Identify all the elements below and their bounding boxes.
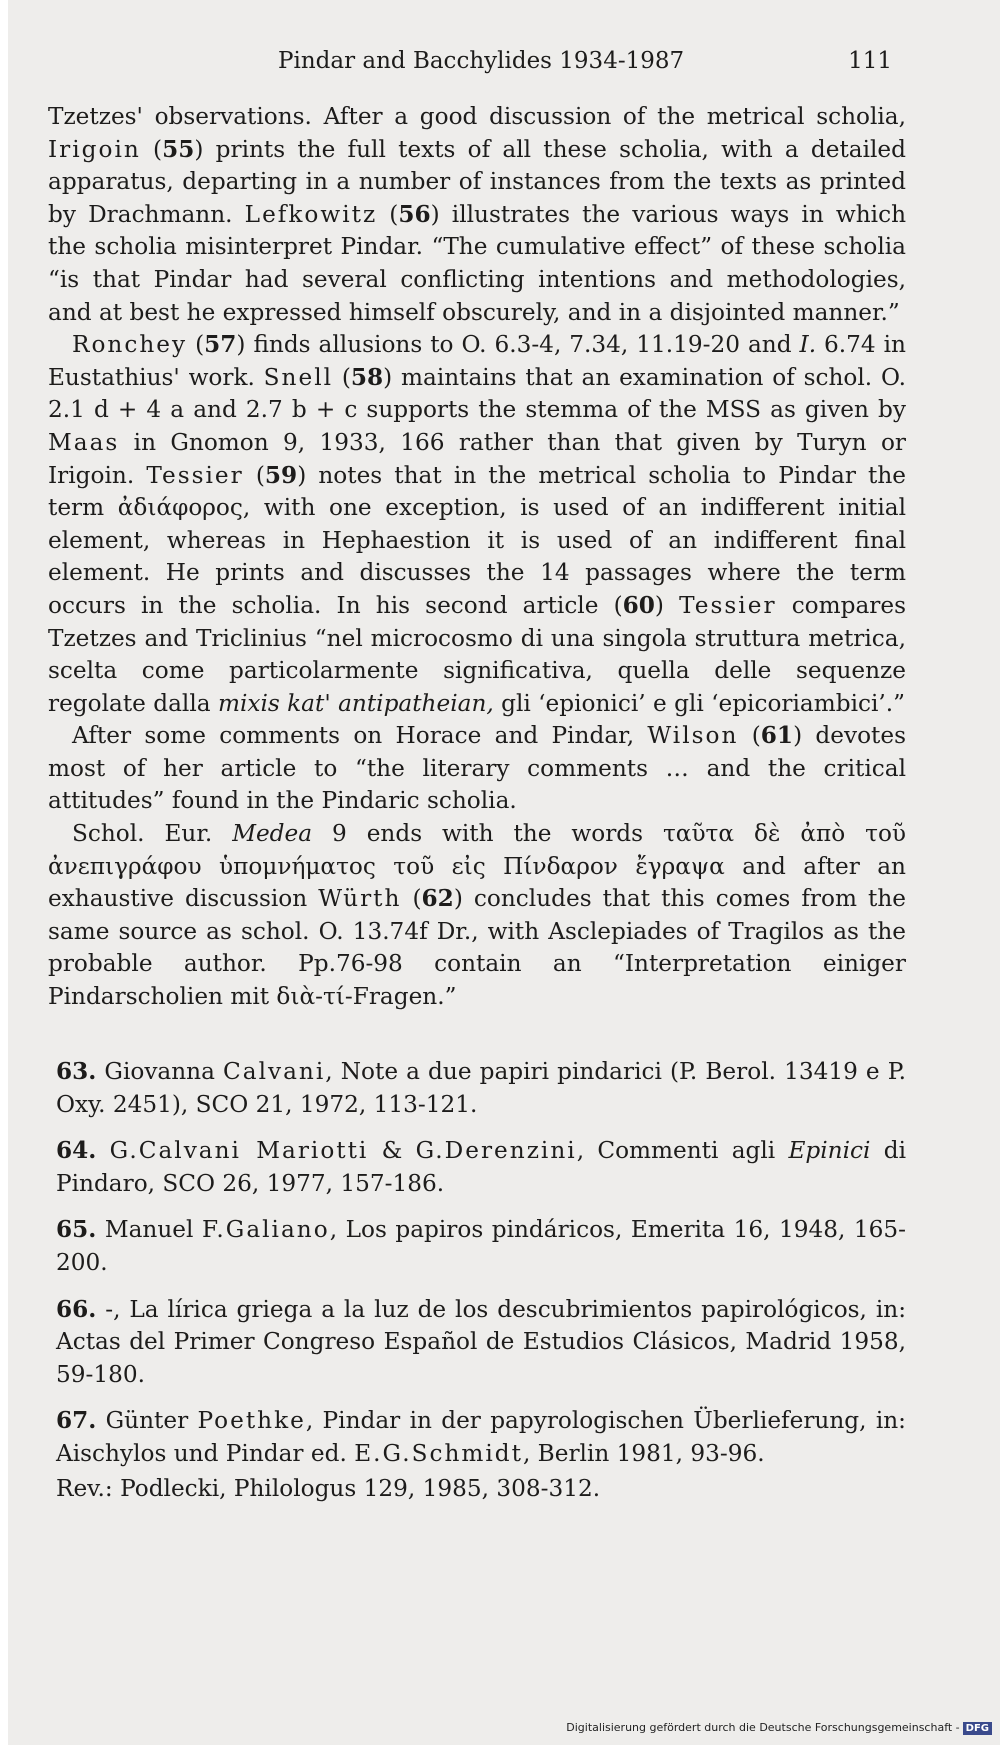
text-run: ( <box>333 363 351 391</box>
paragraph-1 <box>48 101 906 329</box>
paragraph-2 <box>48 329 906 720</box>
text-run: ( <box>140 135 163 163</box>
italic-text: Epinici <box>788 1137 871 1165</box>
author-name: Lefkowitz <box>244 200 378 228</box>
author-name: Maas <box>48 428 120 456</box>
reference-number: 65. <box>56 1216 97 1244</box>
text-run: ( <box>738 722 761 750</box>
reference-number: 59 <box>264 461 298 489</box>
reference-number: 67. <box>56 1407 97 1435</box>
text-run: Schol. Eur. <box>72 820 233 848</box>
reference-number: 60 <box>622 591 655 619</box>
reference-number: 57 <box>204 331 237 359</box>
text-run: After some comments on Horace and Pindar, <box>72 722 648 750</box>
page-left-margin <box>0 0 8 1745</box>
paragraph-4 <box>48 818 906 1014</box>
italic-text: Medea <box>232 820 313 848</box>
dfg-logo: DFG <box>963 1722 992 1735</box>
reference-number: 64. <box>56 1137 97 1165</box>
text-run: Giovanna <box>96 1058 224 1085</box>
text-run: Manuel <box>96 1216 202 1244</box>
author-name: Wilson <box>647 722 739 750</box>
paragraph-3 <box>48 720 906 818</box>
italic-text: I. <box>799 331 817 359</box>
running-title: Pindar and Bacchylides 1934-1987 <box>278 48 685 74</box>
author-name: F.Galiano <box>201 1216 330 1244</box>
italic-text: mixis kat' antipatheian, <box>217 689 494 717</box>
text-run: Günter <box>96 1407 198 1435</box>
text-run: Tzetzes' observations. After a good discussion of the metrical scholia, <box>48 103 906 130</box>
text-run: , Berlin 1981, 93-96. <box>522 1439 765 1467</box>
reference-number: 62 <box>421 885 454 913</box>
reference-number: 61 <box>760 722 794 750</box>
text-run: di Pindaro, SCO 26, 1977, 157-186. <box>56 1137 906 1197</box>
text-run: -, La lírica griega a la luz de los descubrimientos papirológicos, in: Actas del Primer Congreso Español de Estudios Clásicos, Madrid 1958, 59-180. <box>56 1295 906 1388</box>
author-name: Tessier <box>146 461 244 489</box>
text-run: in Gnomon 9, 1933, 166 rather than that given by Turyn or Irigoin. <box>48 428 906 489</box>
text-run: ( <box>377 200 399 228</box>
bibliography-entry-65 <box>56 1214 906 1279</box>
author-name: Poethke <box>197 1407 306 1435</box>
text-run: ( <box>187 331 205 359</box>
text-run: ) prints the full texts of all these scholia, with a detailed apparatus, departing in a number of instances from the texts as printed by Drachmann. <box>48 135 906 228</box>
reference-number: 55 <box>162 135 195 163</box>
text-run: , Note a due papiri pindarici (P. Berol. 13419 e P. Oxy. 2451), SCO 21, 1972, 113-121. <box>56 1058 906 1118</box>
reference-number: 56 <box>398 200 431 228</box>
credit-text: Digitalisierung gefördert durch die Deutsche Forschungsgemeinschaft - <box>566 1721 960 1734</box>
book-page <box>8 0 1000 1745</box>
author-name: E.G.Schmidt <box>354 1439 523 1467</box>
author-name: Würth <box>318 885 402 913</box>
author-name: Calvani <box>223 1058 326 1085</box>
text-run: , Pindar in der papyrologischen Überlieferung, in: Aischylos und Pindar ed. <box>56 1407 906 1467</box>
text-run: ) concludes that this comes from the same source as schol. O. 13.74f Dr., with Asclepiades of Tragilos as the probable author. Pp.76-98 contain an “Interpretation einiger Pindarscholien mit διὰ-τί-Fragen.” <box>48 885 906 1011</box>
text-run: & <box>368 1137 416 1165</box>
author-name: G.Derenzini <box>415 1137 577 1165</box>
text-run: ( <box>401 885 422 913</box>
digitization-credit <box>566 1721 992 1735</box>
text-run: ) maintains that an examination of schol. O. 2.1 d + 4 a and 2.7 b + c supports the stemma of the MSS as given by <box>48 363 906 424</box>
body-text <box>48 101 906 1014</box>
page-number: 111 <box>848 48 892 74</box>
bibliography-entry-63 <box>56 1056 906 1121</box>
bibliography-entry-67 <box>56 1405 906 1470</box>
text-run: gli ‘epionici’ e gli ‘epicoriambici’.” <box>493 689 905 717</box>
review-line: Rev.: Podlecki, Philologus 129, 1985, 308-312. <box>56 1474 601 1502</box>
author-name: Snell <box>263 363 334 391</box>
running-head <box>8 48 892 78</box>
text-run: , Los papiros pindáricos, Emerita 16, 1948, 165-200. <box>56 1216 906 1276</box>
author-name: G.Calvani Mariotti <box>109 1137 369 1165</box>
text-run: ) devotes most of her article to “the literary comments … and the critical attitudes” found in the Pindaric scholia. <box>48 722 906 815</box>
text-run: ) notes that in the metrical scholia to Pindar the term ἀδιάφορος, with one exception, is used of an indifferent initial element, whereas in Hephaestion it is used of an indifferent final element. He prints and discusses the 14 passages where the term occurs in the scholia. In his second article ( <box>48 461 906 619</box>
text-run: 6.74 in Eustathius' work. <box>48 331 906 391</box>
text-run: compares Tzetzes and Triclinius “nel microcosmo di una singola struttura metrica, scelta come particolarmente significativa, quella delle sequenze regolate dalla <box>48 591 906 717</box>
reference-number: 63. <box>56 1058 97 1085</box>
author-name: Ronchey <box>72 331 188 359</box>
text-run: 9 ends with the words ταῦτα δὲ ἀπὸ τοῦ ἀνεπιγράφου ὑπομνήματος τοῦ εἰς Πίνδαρον ἔγραψα and after an exhaustive discussion <box>48 820 906 913</box>
bibliography-entry-64 <box>56 1135 906 1200</box>
reference-number: 58 <box>350 363 384 391</box>
text-run: , Commenti agli <box>576 1137 789 1165</box>
author-name: Irigoin <box>48 135 141 163</box>
bibliography-list <box>56 1056 906 1505</box>
text-run: ) finds allusions to O. 6.3-4, 7.34, 11.19-20 and <box>236 331 800 359</box>
text-run: ) <box>654 591 680 619</box>
author-name: Tessier <box>679 591 777 619</box>
text-run: ) illustrates the various ways in which the scholia misinterpret Pindar. “The cumulative effect” of these scholia “is that Pindar had several conflicting intentions and methodologies, and at best he expressed himself obscurely, and in a disjointed manner.” <box>48 200 906 326</box>
text-run <box>96 1137 109 1164</box>
reference-number: 66. <box>56 1295 97 1323</box>
text-run: ( <box>243 461 265 489</box>
bibliography-entry-66 <box>56 1294 906 1392</box>
